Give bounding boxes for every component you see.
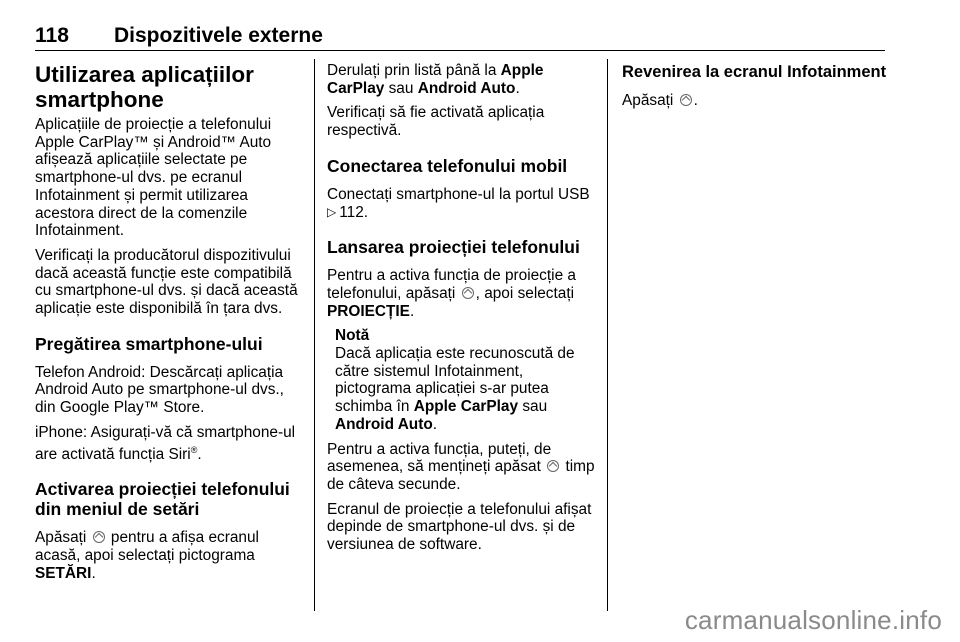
heading-return-infotainment: Revenirea la ecranul Infotainment bbox=[622, 63, 887, 81]
column-divider-1 bbox=[314, 59, 315, 611]
home-icon bbox=[547, 460, 559, 472]
iphone-paragraph: iPhone: Asigurați-vă că smartphone-ul are activată funcția Siri®. bbox=[35, 423, 296, 463]
watermark: carmanualsonline.info bbox=[684, 605, 942, 635]
column-divider-2 bbox=[607, 59, 608, 611]
hold-paragraph: Pentru a activa funcția, puteți, de asemenea, să mențineți apăsat timp de câteva secunde. bbox=[327, 440, 595, 493]
return-paragraph: Apăsați . bbox=[622, 92, 698, 109]
heading-activate-settings: Activarea proiecției telefonului din meniul de setări bbox=[35, 479, 290, 520]
heading-launch-projection: Lansarea proiecției telefonului bbox=[327, 237, 580, 258]
android-paragraph: Telefon Android: Descărcați aplicația Android Auto pe smartphone-ul dvs., din Google Play™ Store. bbox=[35, 363, 284, 417]
note-box: Notă Dacă aplicația este recunoscută de către sistemul Infotainment, pictograma aplicației s-ar putea schimba în Apple CarPlay sau Android Auto. bbox=[335, 327, 575, 433]
compatibility-paragraph: Verificați la producătorul dispozitivului dacă această funcție este compatibilă cu smartphone-ul dvs. și dacă această aplicație este disponibilă în țara dvs. bbox=[35, 246, 298, 318]
page-header bbox=[35, 24, 887, 50]
verify-paragraph: Verificați să fie activată aplicația respectivă. bbox=[327, 104, 545, 140]
column-3 bbox=[622, 62, 894, 117]
screen-paragraph: Ecranul de proiecție a telefonului afișat depinde de smartphone-ul dvs. și de versiunea de software. bbox=[327, 500, 592, 554]
page-number: 118 bbox=[35, 24, 69, 47]
usb-paragraph: Conectați smartphone-ul la portul USB ▷ 112. bbox=[327, 185, 590, 221]
chapter-title: Dispozitivele externe bbox=[114, 24, 323, 47]
section-title: Utilizarea aplicațiilor smartphone bbox=[35, 62, 254, 112]
header-rule bbox=[35, 50, 885, 51]
intro-paragraph: Aplicațiile de proiecție a telefonului Apple CarPlay™ și Android™ Auto afișează aplicațiile selectate pe smartphone-ul dvs. pe ecranul Infotainment și permit utilizarea acestora direct de la comenzile Infotainment. bbox=[35, 116, 272, 240]
home-icon bbox=[680, 94, 692, 106]
note-title: Notă bbox=[335, 327, 370, 345]
scroll-paragraph: Derulați prin listă până la Apple CarPlay sau Android Auto. bbox=[327, 62, 544, 97]
heading-connect-phone: Conectarea telefonului mobil bbox=[327, 155, 568, 176]
home-icon bbox=[93, 531, 105, 543]
heading-preparation: Pregătirea smartphone-ului bbox=[35, 333, 263, 354]
reference-arrow-icon: ▷ bbox=[327, 204, 337, 219]
column-2 bbox=[327, 62, 602, 561]
home-icon bbox=[462, 287, 474, 299]
settings-paragraph: Apăsați pentru a afișa ecranul acasă, apoi selectați pictograma SETĂRI. bbox=[35, 529, 259, 582]
column-1 bbox=[35, 62, 307, 589]
launch-paragraph: Pentru a activa funcția de proiecție a telefonului, apăsați , apoi selectați PROIECȚIE. bbox=[327, 267, 576, 320]
